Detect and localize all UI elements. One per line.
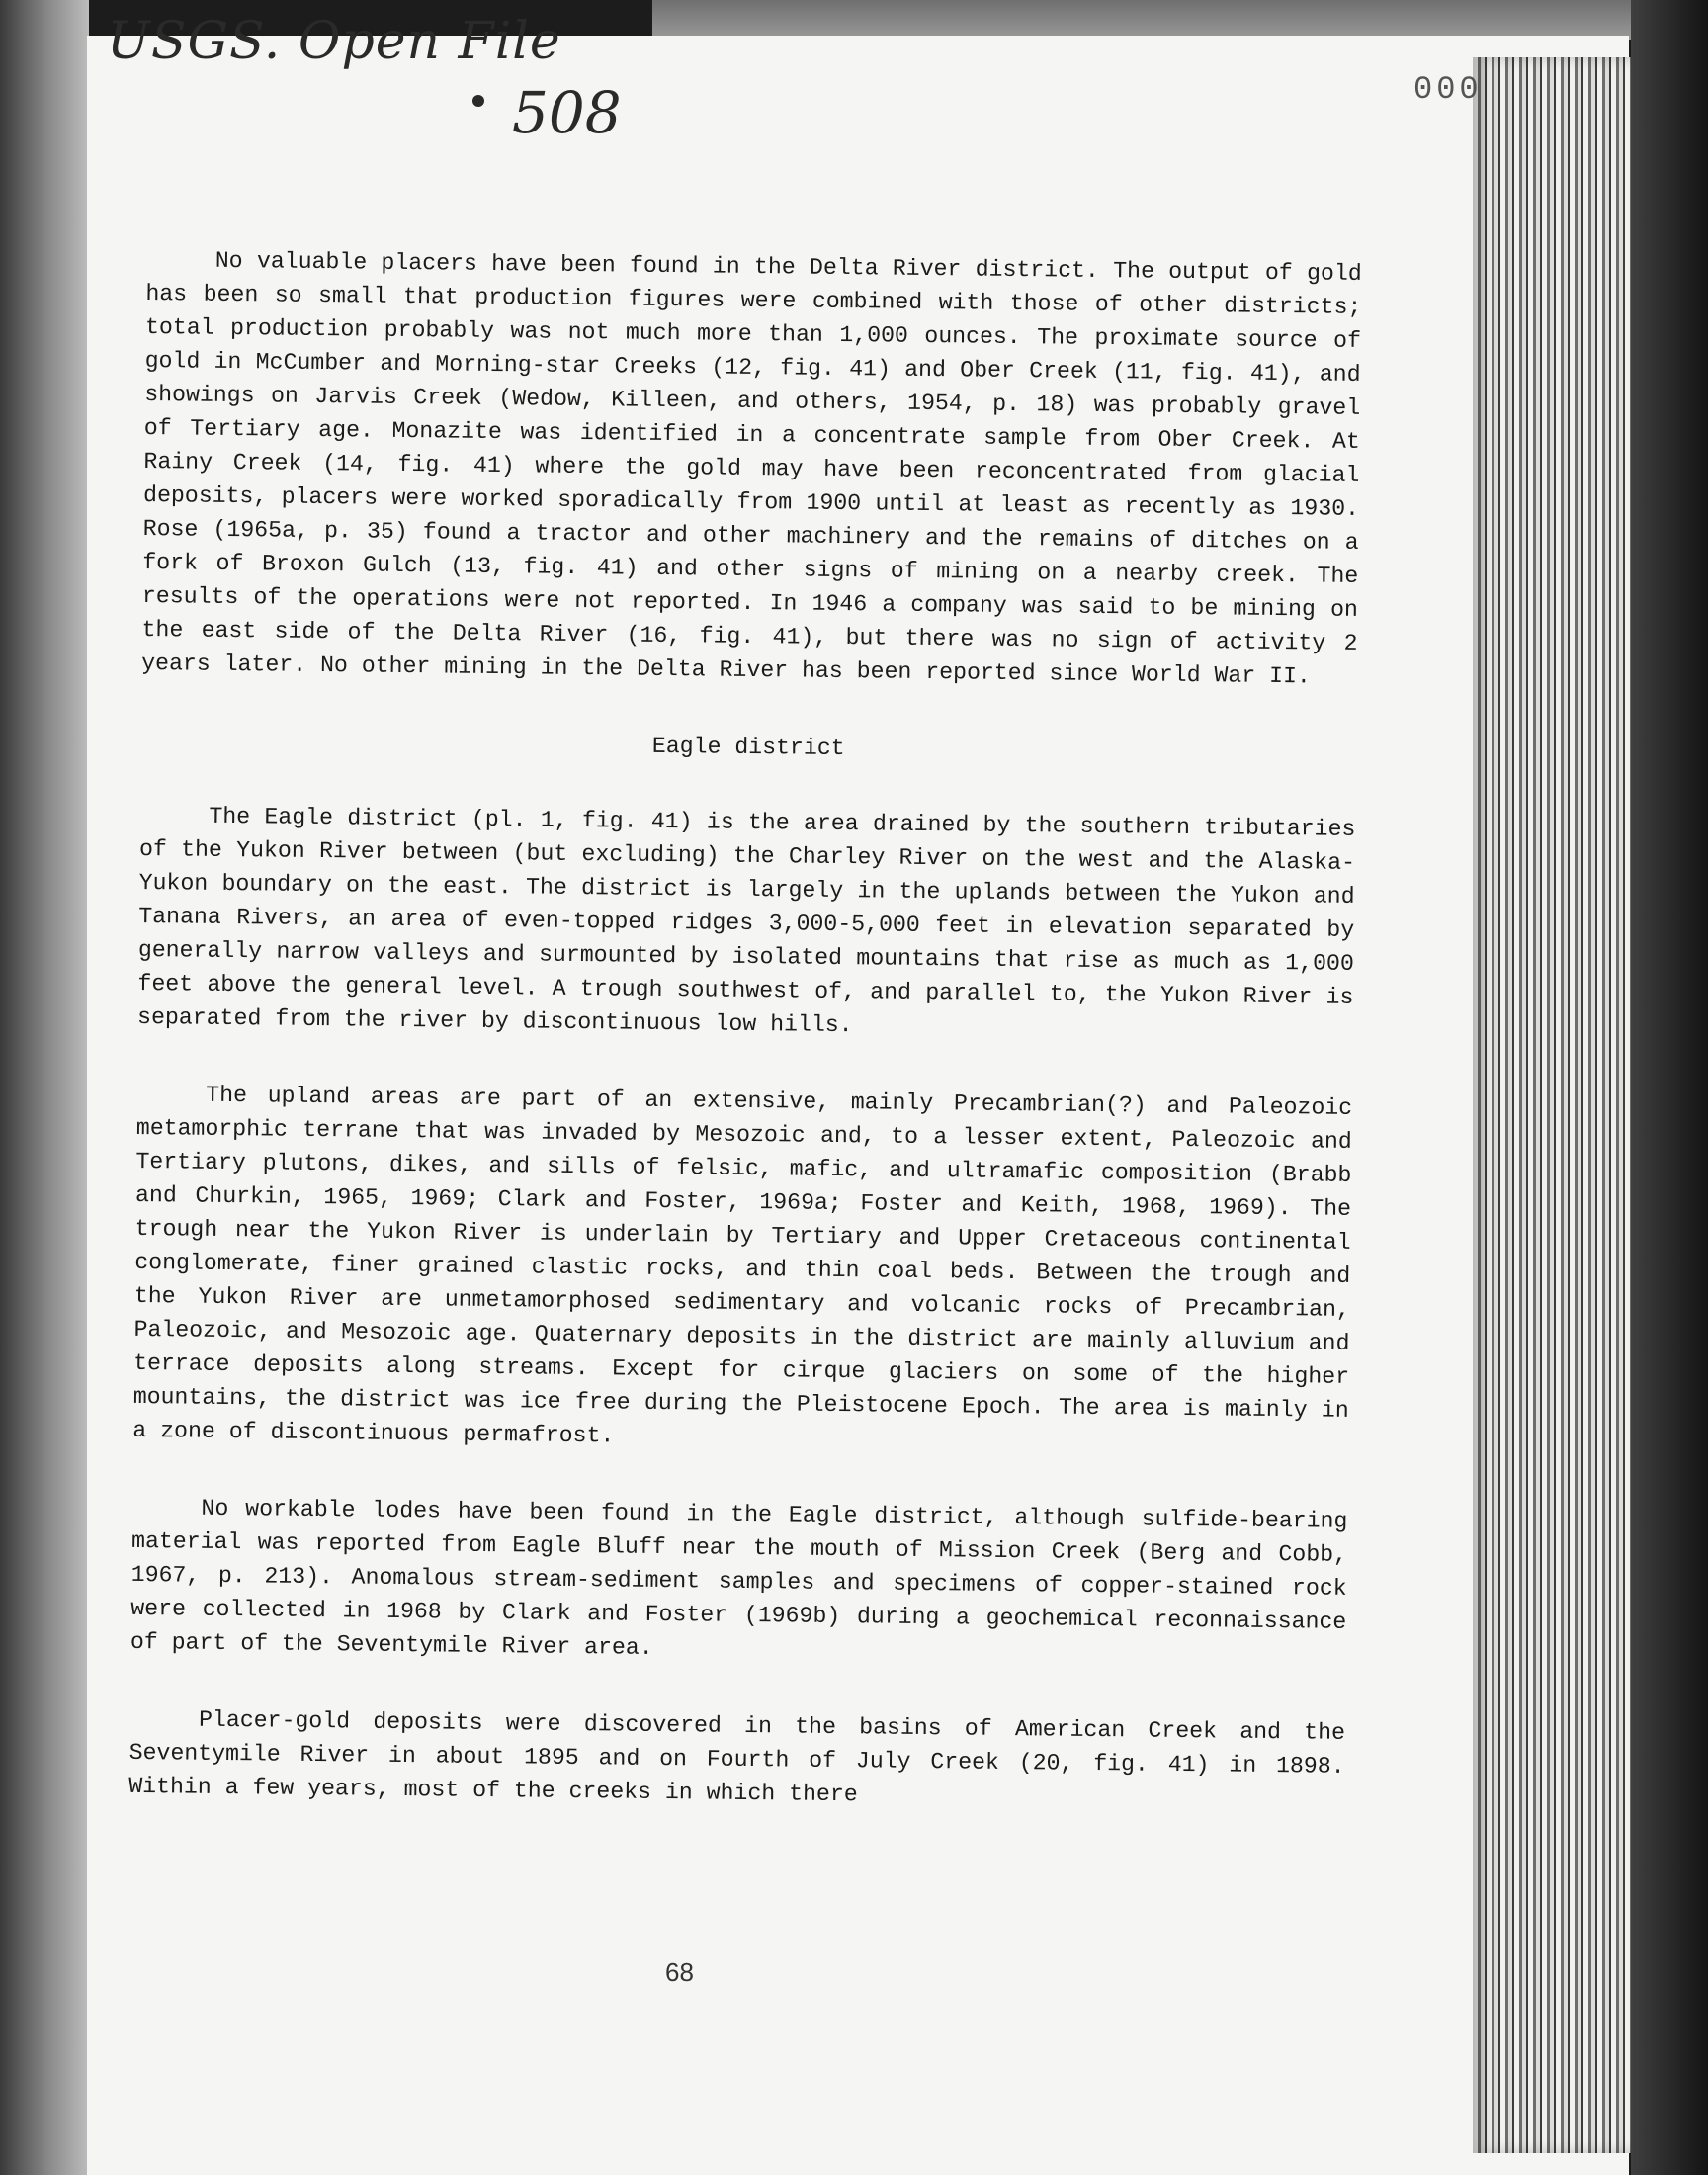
corner-stamp-number: 000 [1413, 71, 1483, 108]
scan-left-border [0, 0, 89, 2175]
page-number: 68 [665, 1958, 694, 1987]
handwritten-annotation-line1: USGS. Open File [107, 12, 561, 71]
document-body [128, 243, 1362, 1861]
handwritten-dot [472, 95, 484, 107]
eagle-paragraph-1: The Eagle district (pl. 1, fig. 41) is the area drained by the southern tributaries of the Yukon River between (but excluding) the Charley River on the west and the Alaska-Yukon boundary on the east. The district is largely in the uplands between the Yukon and Tanana Rivers, an area of even-topped ridges 3,000-5,000 feet in elevation separated by generally narrow valleys and surmounted by isolated mountains that rise as much as 1,000 feet above the general level. A trough southwest of, and parallel to, the Yukon River is separated from the river by discontinuous low hills. [136, 803, 1356, 1039]
eagle-paragraph-3: No workable lodes have been found in the Eagle district, although sulfide-bearing material was reported from Eagle Bluff near the mouth of Mission Creek (Berg and Cobb, 1967, p. 213). Anomalous stream-sediment samples and specimens of copper-stained rock were collected in 1968 by Clark and Foster (1969b) during a geochemical reconnaissance of part of the Seventymile River area. [129, 1495, 1348, 1661]
stacked-page-edges [1473, 57, 1631, 2153]
delta-paragraph: No valuable placers have been found in the Delta River district. The output of gold has been so small that production figures were combined with those of other districts; total production probably was not much more than 1,000 ounces. The proximate source of gold in McCumber and Morning-star Creeks (12, fig. 41) and Ober Creek (11, fig. 41), and showings on Jarvis Creek (Wedow, Killeen, and others, 1954, p. 18) was probably gravel of Tertiary age. Monazite was identified in a concentrate sample from Ober Creek. At Rainy Creek (14, fig. 41) where the gold may have been reconcentrated from glacial deposits, placers were worked sporadically from 1900 until at least as recently as 1930. Rose (1965a, p. 35) found a tractor and other machinery and the remains of ditches on a fork of Broxon Gulch (13, fig. 41) and other signs of mining on a nearby creek. The results of the operations were not reported. In 1946 a company was said to be mining on the east side of the Delta River (16, fig. 41), but there was no sign of activity 2 years later. No other mining in the Delta River has been reported since World War II. [141, 247, 1362, 690]
handwritten-annotation-line2: 508 [512, 79, 622, 146]
eagle-paragraph-2: The upland areas are part of an extensive, mainly Precambrian(?) and Paleozoic metamorphic terrane that was invaded by Mesozoic and, to a lesser extent, Paleozoic and Tertiary plutons, dikes, and sills of felsic, mafic, and ultramafic composition (Brabb and Churkin, 1965, 1969; Clark and Foster, 1969a; Foster and Keith, 1968, 1969). The trough near the Yukon River is underlain by Tertiary and Upper Cretaceous continental conglomerate, finer grained clastic rocks, and thin coal beds. Between the trough and the Yukon River are unmetamorphosed sedimentary and volcanic rocks of Precambrian, Paleozoic, and Mesozoic age. Quaternary deposits in the district are mainly alluvium and terrace deposits along streams. Except for cirque glaciers on some of the higher mountains, the district was ice free during the Pleistocene Epoch. The area is mainly in a zone of discontinuous permafrost. [132, 1082, 1353, 1449]
section-heading-eagle: Eagle district [651, 733, 845, 762]
eagle-paragraph-4: Placer-gold deposits were discovered in the basins of American Creek and the Seventymile River in about 1895 and on Fourth of July Creek (20, fig. 41) in 1898. Within a few years, most of the creeks in which there [128, 1706, 1346, 1808]
scan-top-border [652, 0, 1708, 40]
scan-right-border [1631, 0, 1708, 2175]
